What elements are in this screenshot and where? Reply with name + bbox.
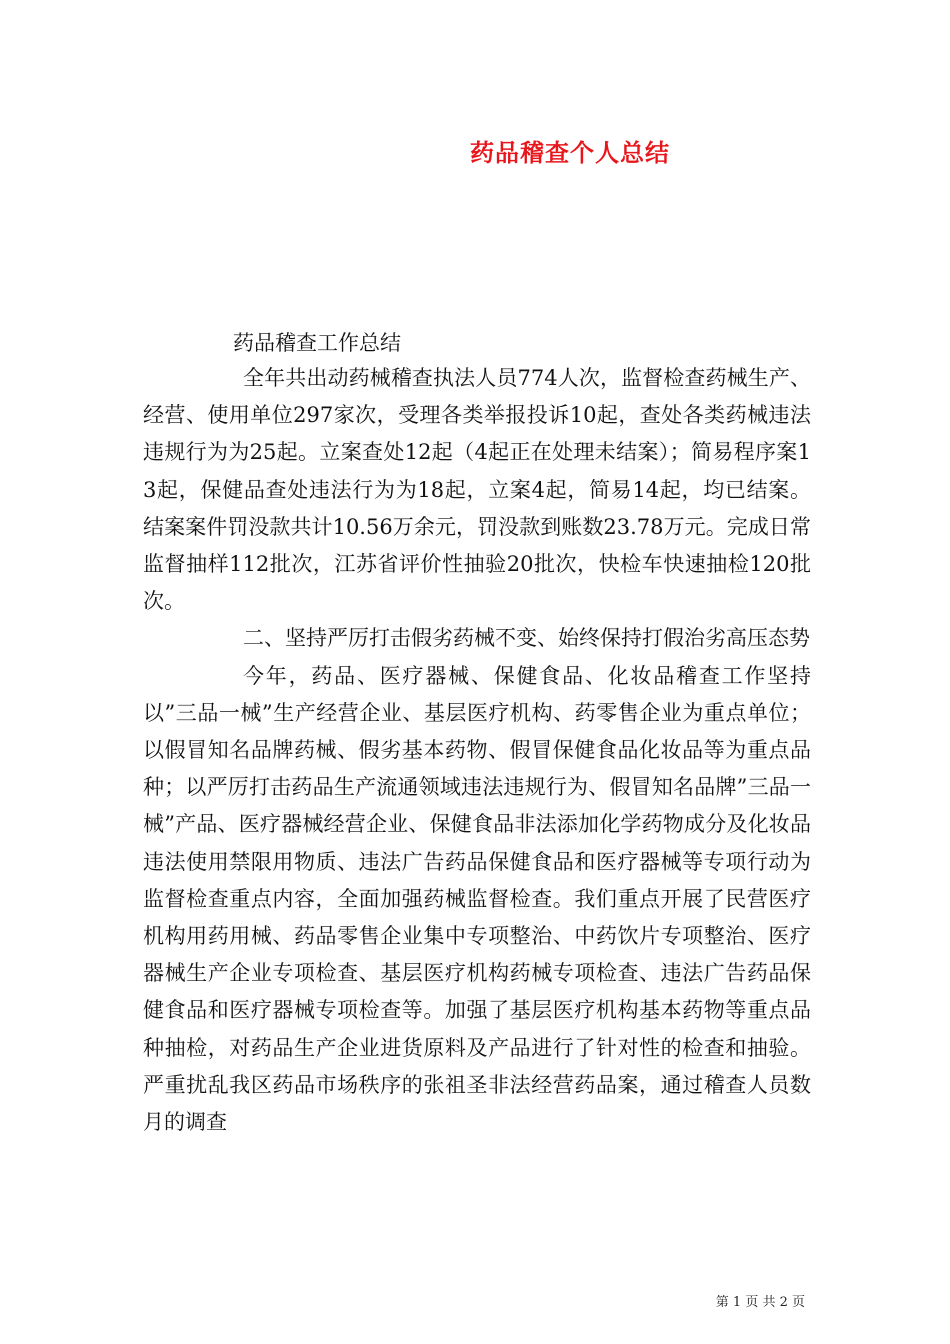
paragraph-statistics: 全年共出动药械稽查执法人员774人次，监督检查药械生产、经营、使用单位297家次，受理各类举报投诉10起，查处各类药械违法违规行为为25起。立案查处12起（4起正在处理未结案）；简易程序案13起，保健品查处违法行为为18起，立案4起，简易14起，均已结案。结案案件罚没款共计10.56万余元，罚没款到账数23.78万元。完成日常监督抽样112批次，江苏省评价性抽验20批次，快检车快速抽检120批次。 bbox=[143, 366, 811, 614]
document-title: 药品稽查个人总结 bbox=[470, 139, 670, 167]
page-footer: 第 1 页 共 2 页 bbox=[715, 1295, 805, 1310]
paragraph-enforcement: 今年，药品、医疗器械、保健食品、化妆品稽查工作坚持以”三品一械”生产经营企业、基层医疗机构、药零售企业为重点单位；以假冒知名品牌药械、假劣基本药物、假冒保健食品化妆品等为重点品种；以严厉打击药品生产流通领域违法违规行为、假冒知名品牌”三品一械”产品、医疗器械经营企业、保健食品非法添加化学药物成分及化妆品违法使用禁限用物质、违法广告药品保健食品和医疗器械等专项行动为监督检查重点内容，全面加强药械监督检查。我们重点开展了民营医疗机构用药用械、药品零售企业集中专项整治、中药饮片专项整治、医疗器械生产企业专项检查、基层医疗机构药械专项检查、违法广告药品保健食品和医疗器械专项检查等。加强了基层医疗机构基本药物等重点品种抽检，对药品生产企业进货原料及产品进行了针对性的检查和抽验。严重扰乱我区药品市场秩序的张祖圣非法经营药品案，通过稽查人员数月的调查 bbox=[143, 663, 811, 1135]
paragraph-section-heading: 二、坚持严厉打击假劣药械不变、始终保持打假治劣高压态势 bbox=[243, 626, 810, 651]
document-body bbox=[143, 360, 811, 1141]
document-subtitle: 药品稽查工作总结 bbox=[233, 331, 401, 355]
